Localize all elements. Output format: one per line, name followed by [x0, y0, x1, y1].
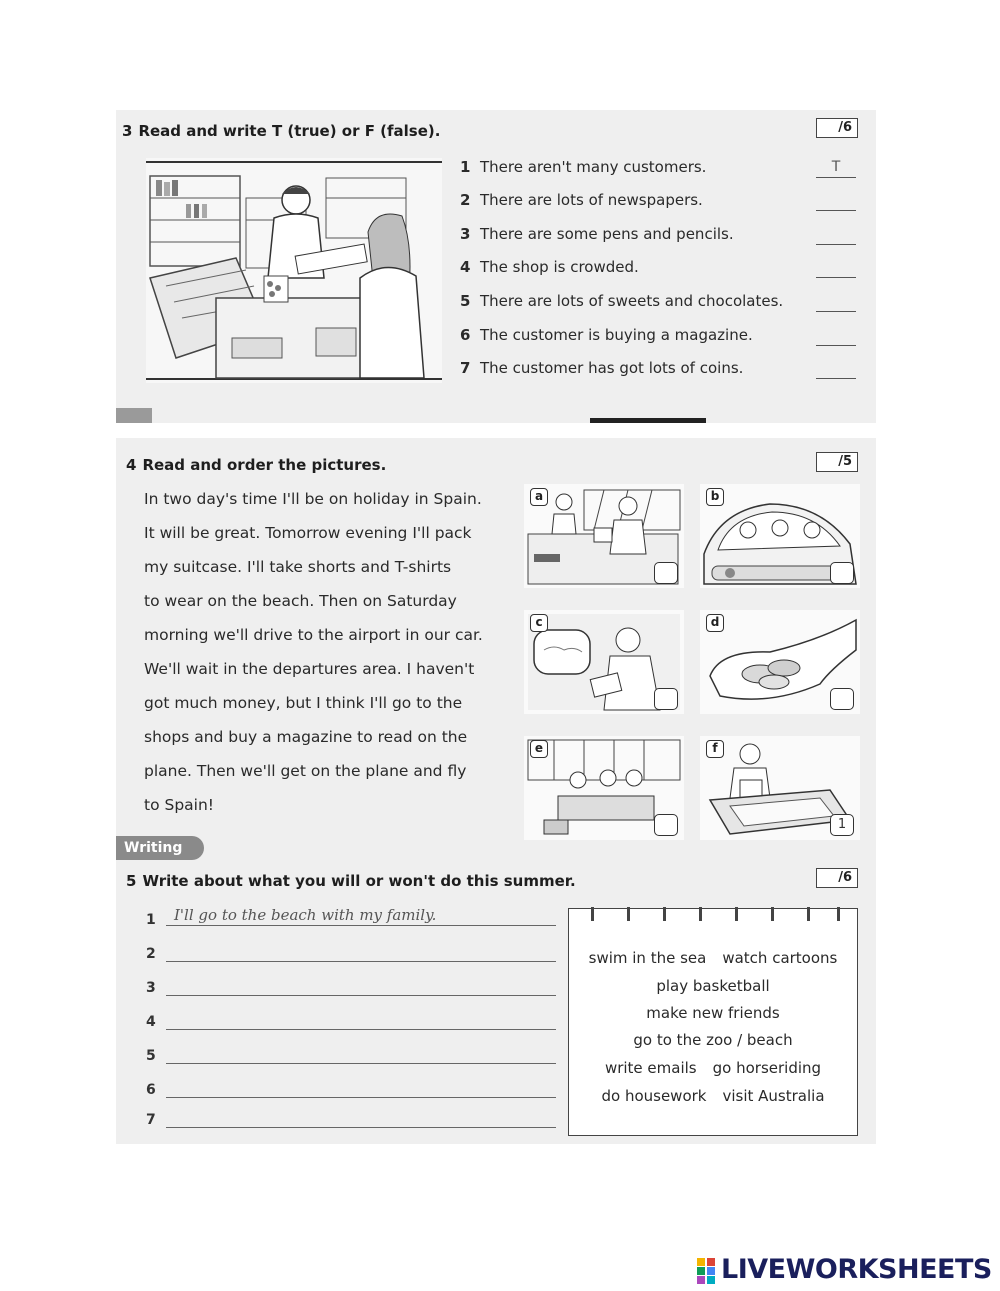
word-bank-row [569, 949, 857, 967]
cut-off-tab [116, 408, 152, 423]
tf-item-2 [460, 191, 870, 215]
spiral-ring [699, 907, 702, 921]
tf-answer-field[interactable] [816, 326, 856, 346]
tf-item-text: The shop is crowded. [480, 258, 639, 276]
word-bank-phrase: make new friends [646, 1004, 780, 1022]
spiral-ring [627, 907, 630, 921]
picture-b-car [700, 484, 860, 588]
story-line: got much money, but I think I'll go to the [144, 694, 463, 712]
tf-item-7 [460, 359, 870, 383]
exercise-3-panel [116, 110, 876, 423]
exercise-4-number: 4 [126, 456, 137, 474]
story-line: plane. Then we'll get on the plane and fly [144, 762, 467, 780]
tf-answer-field[interactable] [816, 292, 856, 312]
word-bank-phrase: watch cartoons [722, 949, 838, 967]
tf-item-number: 1 [460, 158, 471, 176]
picture-order-box[interactable] [830, 688, 854, 710]
writing-line-3[interactable] [166, 978, 556, 996]
tf-answer-field[interactable] [816, 359, 856, 379]
story-line: to wear on the beach. Then on Saturday [144, 592, 457, 610]
exercise-3-title: Read and write T (true) or F (false). [138, 122, 441, 140]
exercise-5-heading [126, 872, 576, 890]
word-bank-phrase: write emails [604, 1059, 697, 1077]
word-bank-phrase: visit Australia [722, 1087, 825, 1105]
tf-item-5 [460, 292, 870, 316]
story-line: In two day's time I'll be on holiday in Spain. [144, 490, 482, 508]
writing-line-number: 7 [146, 1112, 156, 1128]
story-line: my suitcase. I'll take shorts and T-shirts [144, 558, 452, 576]
picture-letter: f [706, 740, 724, 758]
writing-line-number: 2 [146, 946, 156, 962]
picture-d-coins [700, 610, 860, 714]
spiral-ring [837, 907, 840, 921]
spiral-ring [771, 907, 774, 921]
word-bank-phrase: do housework [601, 1087, 707, 1105]
writing-line-number: 6 [146, 1082, 156, 1098]
exercise-4-5-panel [116, 438, 876, 1144]
word-bank-row [569, 1031, 857, 1049]
tf-item-number: 6 [460, 326, 471, 344]
writing-line-number: 3 [146, 980, 156, 996]
exercise-5-score-box: /6 [816, 868, 858, 888]
tf-answer-field[interactable] [816, 258, 856, 278]
exercise-3-number: 3 [122, 122, 133, 140]
tf-item-number: 3 [460, 225, 471, 243]
tf-item-text: There aren't many customers. [480, 158, 707, 176]
spiral-ring [591, 907, 594, 921]
picture-e-departures [524, 736, 684, 840]
writing-line-number: 5 [146, 1048, 156, 1064]
writing-line-6[interactable] [166, 1080, 556, 1098]
word-bank-phrase: go horseriding [712, 1059, 822, 1077]
picture-f-packing [700, 736, 860, 840]
tf-answer-field[interactable]: T [816, 158, 856, 178]
word-bank-row [569, 1059, 857, 1077]
cut-off-bar [590, 418, 706, 423]
tf-item-text: The customer is buying a magazine. [480, 326, 753, 344]
exercise-5-number: 5 [126, 872, 137, 890]
tf-item-4 [460, 258, 870, 282]
tf-item-text: There are lots of newspapers. [480, 191, 703, 209]
picture-a-airport-shop [524, 484, 684, 588]
tf-item-text: The customer has got lots of coins. [480, 359, 744, 377]
story-line: to Spain! [144, 796, 215, 814]
word-bank-row [569, 1087, 857, 1105]
writing-line-number: 4 [146, 1014, 156, 1030]
writing-line-2[interactable] [166, 944, 556, 962]
picture-letter: a [530, 488, 548, 506]
word-bank-row [569, 977, 857, 995]
tf-answer-field[interactable] [816, 225, 856, 245]
picture-letter: c [530, 614, 548, 632]
story-line: shops and buy a magazine to read on the [144, 728, 468, 746]
writing-line-4[interactable] [166, 1012, 556, 1030]
word-bank-phrase: play basketball [656, 977, 770, 995]
tf-item-text: There are lots of sweets and chocolates. [480, 292, 784, 310]
writing-line-number: 1 [146, 912, 156, 928]
spiral-ring [735, 907, 738, 921]
tf-item-3 [460, 225, 870, 249]
exercise-4-heading [126, 456, 386, 474]
liveworksheets-logo-icon [697, 1258, 717, 1284]
spiral-ring [807, 907, 810, 921]
shop-illustration [146, 158, 442, 383]
word-bank-phrase: go to the zoo / beach [633, 1031, 793, 1049]
tf-item-number: 4 [460, 258, 471, 276]
tf-item-number: 2 [460, 191, 471, 209]
tf-item-number: 7 [460, 359, 471, 377]
exercise-3-score-box: /6 [816, 118, 858, 138]
exercise-4-score-box: /5 [816, 452, 858, 472]
tf-item-number: 5 [460, 292, 471, 310]
writing-line-7[interactable] [166, 1110, 556, 1128]
picture-letter: e [530, 740, 548, 758]
liveworksheets-wordmark: LIVEWORKSHEETS [721, 1254, 992, 1285]
story-line: We'll wait in the departures area. I haven't [144, 660, 475, 678]
picture-order-box[interactable]: 1 [830, 814, 854, 836]
word-bank-phrase: swim in the sea [588, 949, 707, 967]
liveworksheets-brand [697, 1254, 993, 1288]
spiral-ring [663, 907, 666, 921]
picture-letter: d [706, 614, 724, 632]
word-bank-notepad [568, 908, 858, 1136]
picture-order-box[interactable] [654, 814, 678, 836]
picture-order-box[interactable] [654, 562, 678, 584]
writing-line-5[interactable] [166, 1046, 556, 1064]
tf-item-text: There are some pens and pencils. [480, 225, 734, 243]
word-bank-row [569, 1004, 857, 1022]
story-line: morning we'll drive to the airport in our car. [144, 626, 483, 644]
exercise-5-title: Write about what you will or won't do this summer. [142, 872, 576, 890]
writing-example-answer: I'll go to the beach with my family. [174, 906, 437, 924]
tf-answer-field[interactable] [816, 191, 856, 211]
tf-item-6 [460, 326, 870, 350]
picture-letter: b [706, 488, 724, 506]
writing-section-tab: Writing [116, 836, 204, 860]
exercise-3-heading [122, 122, 440, 140]
story-line: It will be great. Tomorrow evening I'll pack [144, 524, 472, 542]
picture-order-box[interactable] [830, 562, 854, 584]
picture-order-box[interactable] [654, 688, 678, 710]
picture-c-plane [524, 610, 684, 714]
exercise-4-title: Read and order the pictures. [142, 456, 387, 474]
tf-item-1 [460, 158, 870, 182]
